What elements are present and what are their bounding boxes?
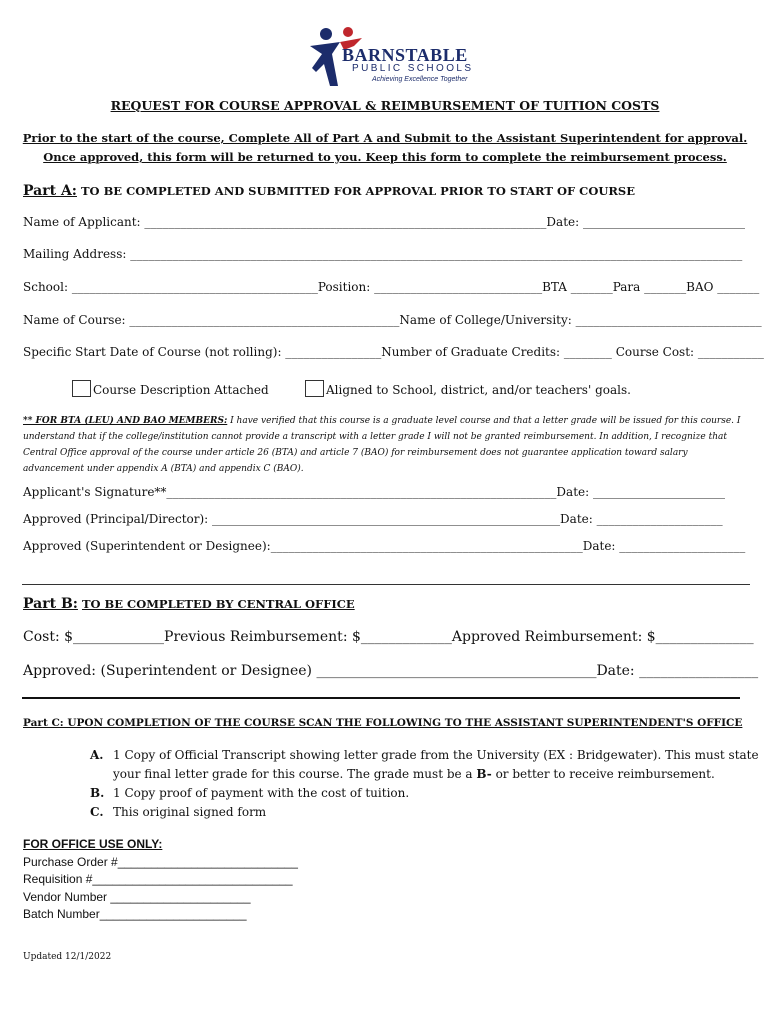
purchase-order-field[interactable]: Purchase Order #___________________________ — [23, 854, 298, 869]
logo-subtitle: PUBLIC SCHOOLS — [352, 63, 474, 74]
instruction-line-1: Prior to the start of the course, Complete All of Part A and Submit to the Assistant Superintendent for approval. — [22, 131, 748, 145]
applicant-signature-field[interactable]: Applicant's Signature**_________________________________________________________________Date: ______________________ — [23, 485, 725, 499]
school-position-field[interactable]: School: _________________________________________Position: ____________________________BTA _______Para _______BAO _______ — [23, 280, 760, 294]
course-description-checkbox[interactable] — [72, 380, 91, 397]
bta-bao-note-text: I have verified that this course is a graduate level course and that a letter grade will be issued for this course. I understand that if the college/institution cannot provide a transcript with a letter grade I will not be granted reimbursement. In addition, I recognize that Central Office approval of the course under article 26 (BTA) and article 7 (BAO) for reimbursement does not guarantee application toward salary advancement under appendix A (BTA) and appendix C (BAO). — [23, 416, 741, 474]
batch-number-field[interactable]: Batch Number______________________ — [23, 907, 247, 921]
part-c-heading: Part C: UPON COMPLETION OF THE COURSE SCAN THE FOLLOWING TO THE ASSISTANT SUPERINTENDENT'S OFFICE — [23, 717, 743, 729]
part-b-heading: TO BE COMPLETED BY CENTRAL OFFICE — [81, 597, 355, 611]
requisition-field[interactable]: Requisition #______________________________ — [23, 872, 293, 886]
logo-figure-body-blue — [310, 42, 340, 86]
aligned-goals-checkbox-row[interactable] — [305, 380, 631, 397]
course-description-checkbox-row[interactable] — [72, 380, 269, 397]
superintendent-approval-field[interactable]: Approved (Superintendent or Designee):____________________________________________________Date: _____________________ — [23, 539, 746, 553]
aligned-goals-checkbox[interactable] — [305, 380, 324, 397]
start-credits-cost-field[interactable]: Specific Start Date of Course (not rolling): ________________Number of Graduate Credits: ________ Course Cost: ___________ — [23, 345, 764, 359]
central-approval-field[interactable]: Approved: (Superintendent or Designee) ________________________________________Date: _________________ — [23, 663, 759, 679]
logo-tagline: Achieving Excellence Together — [372, 76, 468, 83]
updated-date: Updated 12/1/2022 — [23, 952, 112, 962]
mailing-address-field[interactable]: Mailing Address: ______________________________________________________________________________________________________ — [23, 247, 743, 261]
applicant-name-field[interactable]: Name of Applicant: ___________________________________________________________________Date: ___________________________ — [23, 215, 745, 229]
course-college-field[interactable]: Name of Course: _____________________________________________Name of College/University: _______________________________ — [23, 313, 762, 327]
section-divider-b-c — [22, 697, 740, 699]
section-divider-a-b — [22, 584, 750, 585]
bta-bao-note-lead: ** FOR BTA (LEU) AND BAO MEMBERS: — [23, 416, 228, 426]
vendor-number-field[interactable]: Vendor Number _____________________ — [23, 889, 251, 904]
list-item-b: B. 1 Copy proof of payment with the cost of tuition. — [90, 786, 410, 800]
list-item-c: C. This original signed form — [90, 805, 267, 819]
instruction-line-2: Once approved, this form will be returned to you. Keep this form to complete the reimbursement process. — [43, 150, 727, 164]
logo-figure-head-blue — [320, 28, 332, 40]
cost-reimbursement-field[interactable]: Cost: $_____________Previous Reimbursement: $_____________Approved Reimbursement: $______________ — [23, 629, 754, 645]
part-a-header — [23, 183, 635, 199]
office-use-heading: FOR OFFICE USE ONLY: — [23, 837, 163, 851]
principal-approval-field[interactable]: Approved (Principal/Director): __________________________________________________________Date: _____________________ — [23, 512, 723, 526]
aligned-goals-label: Aligned to School, district, and/or teachers' goals. — [326, 383, 631, 397]
logo-figure-head-red — [343, 27, 353, 37]
part-b-label: Part B: — [23, 596, 78, 612]
part-a-heading: TO BE COMPLETED AND SUBMITTED FOR APPROVAL PRIOR TO START OF COURSE — [81, 184, 635, 198]
part-c-list — [90, 746, 759, 822]
list-item-a: A. 1 Copy of Official Transcript showing letter grade from the University (EX : Bridgewater). This must state — [90, 748, 759, 762]
form-title: REQUEST FOR COURSE APPROVAL & REIMBURSEMENT OF TUITION COSTS — [110, 98, 660, 113]
list-item-a-cont: your final letter grade for this course. The grade must be a B- or better to receive reimbursement. — [113, 767, 715, 781]
bta-bao-note — [23, 413, 743, 477]
part-b-header — [23, 596, 355, 612]
part-a-label: Part A: — [23, 183, 77, 199]
logo-wordmark: BARNSTABLE — [342, 45, 468, 65]
office-use-section — [23, 836, 298, 924]
course-description-label: Course Description Attached — [93, 383, 269, 397]
